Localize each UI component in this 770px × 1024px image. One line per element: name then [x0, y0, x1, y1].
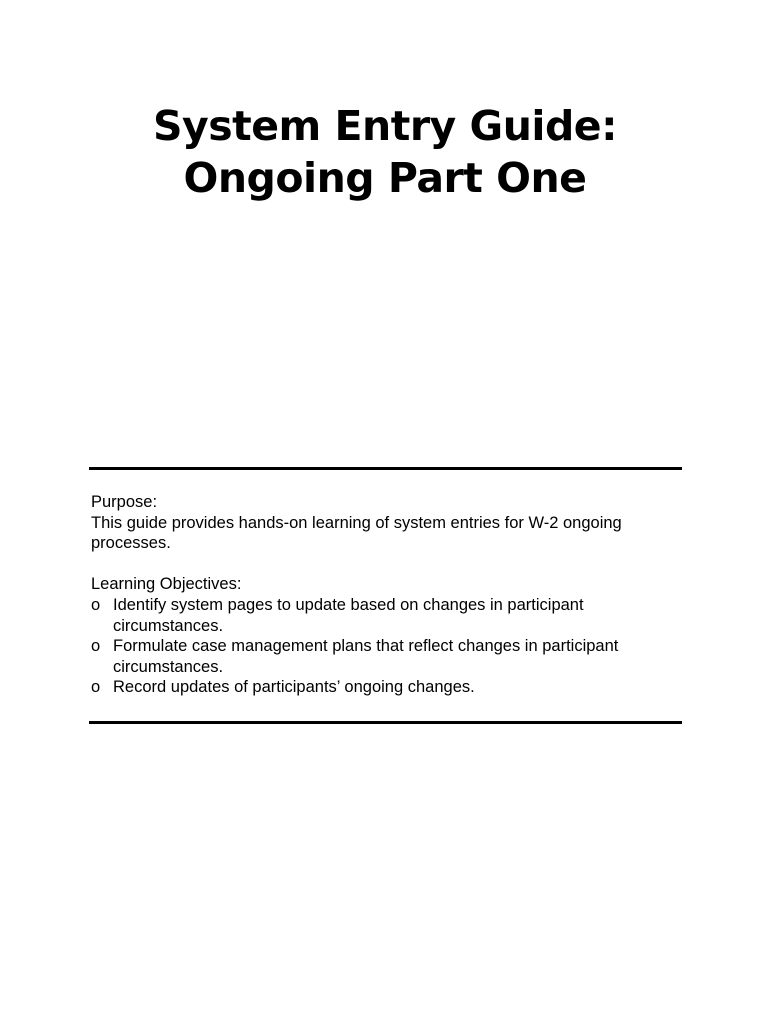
objective-item-3 — [91, 677, 676, 698]
bullet-icon: o — [91, 595, 101, 614]
objective-text-3: Record updates of participants’ ongoing changes. — [113, 678, 475, 697]
objective-item-2 — [91, 636, 676, 677]
spacer — [91, 554, 676, 575]
document-title — [0, 100, 770, 204]
title-line-2: Ongoing Part One — [183, 154, 587, 202]
bullet-icon: o — [91, 637, 101, 656]
objective-item-1 — [91, 595, 676, 636]
purpose-text: This guide provides hands-on learning of system entries for W-2 ongoing processes. — [91, 513, 622, 553]
objective-text-1: Identify system pages to update based on changes in participant circumstances. — [113, 595, 584, 635]
purpose-heading: Purpose: — [91, 493, 158, 511]
content-section — [91, 492, 676, 698]
top-divider — [89, 467, 682, 470]
objective-text-2: Formulate case management plans that reflect changes in participant circumstances. — [113, 637, 619, 676]
objectives-list — [91, 595, 676, 698]
bullet-icon: o — [91, 678, 101, 697]
title-line-1: System Entry Guide: — [152, 102, 618, 150]
objectives-heading: Learning Objectives: — [91, 575, 242, 594]
bottom-divider — [89, 721, 682, 724]
